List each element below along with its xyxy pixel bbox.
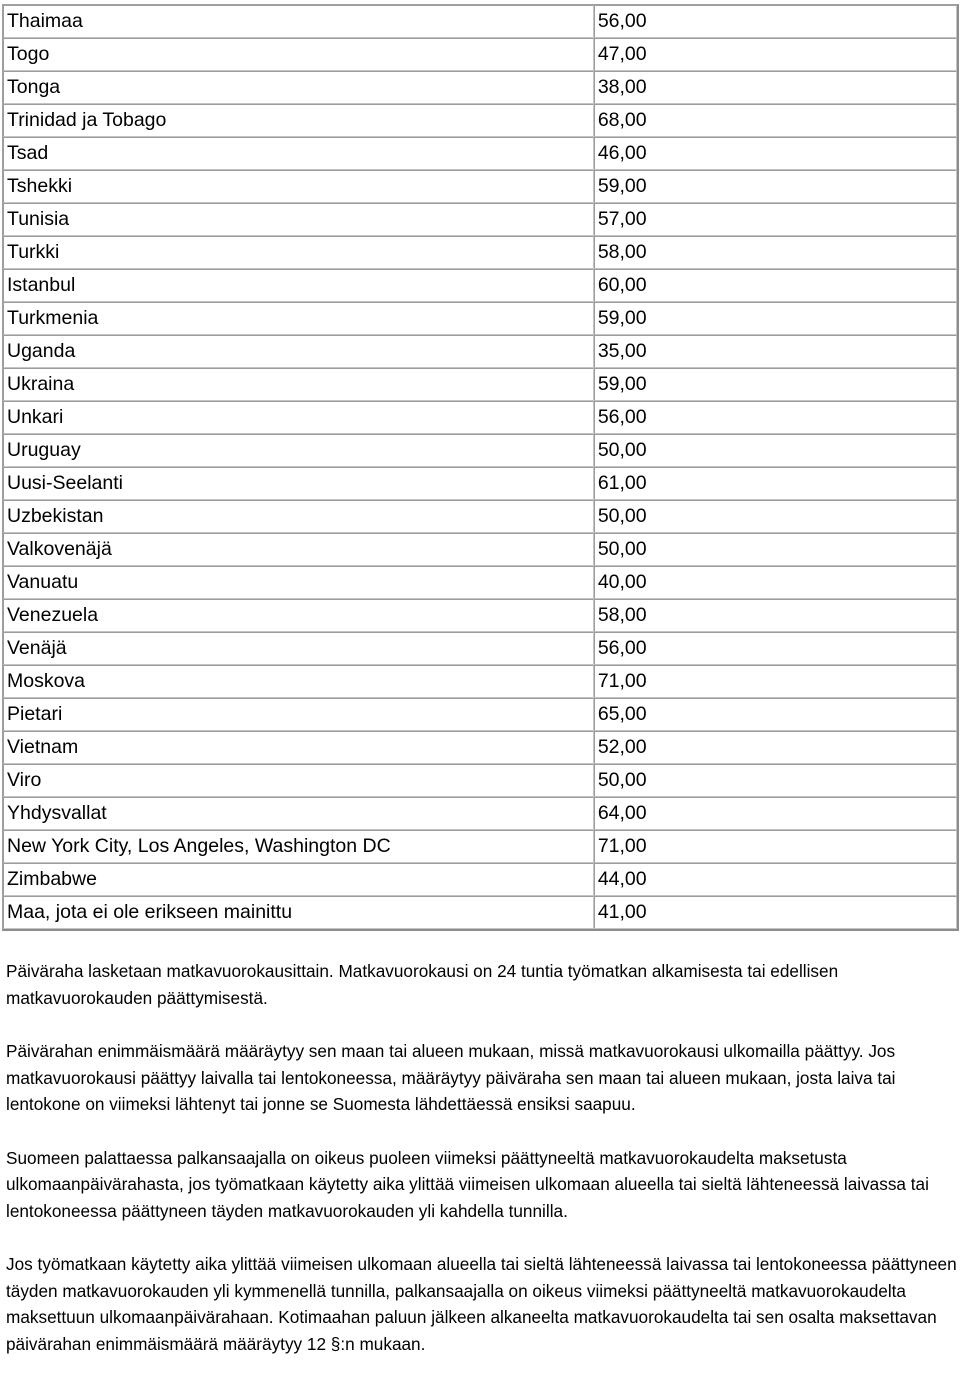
table-row xyxy=(3,335,957,368)
country-cell: Venezuela xyxy=(3,599,594,632)
rate-cell: 56,00 xyxy=(594,401,957,434)
note-paragraph: Päiväraha lasketaan matkavuorokausittain. Matkavuorokausi on 24 tuntia työmatkan alkamisesta tai edellisen matkavuorokauden päättymisestä. xyxy=(6,961,839,1008)
rate-cell: 38,00 xyxy=(594,71,957,104)
table-row xyxy=(3,38,957,71)
table-row xyxy=(3,170,957,203)
rate-cell: 41,00 xyxy=(594,896,957,929)
country-cell: Tshekki xyxy=(3,170,594,203)
rate-cell: 58,00 xyxy=(594,236,957,269)
table-row xyxy=(3,434,957,467)
rate-cell: 71,00 xyxy=(594,665,957,698)
table-row xyxy=(3,368,957,401)
table-row xyxy=(3,236,957,269)
rate-cell: 64,00 xyxy=(594,797,957,830)
note-paragraph: Päivärahan enimmäismäärä määräytyy sen maan tai alueen mukaan, missä matkavuorokausi ulkomailla päättyy. Jos matkavuorokausi päättyy laivalla tai lentokoneessa, määräytyy päiväraha sen maan tai alueen mukaan, josta laiva tai lentokone on viimeksi lähtenyt tai jonne se Suomesta lähdettäessä ensiksi saapuu. xyxy=(6,1041,896,1114)
table-row xyxy=(3,533,957,566)
table-row xyxy=(3,500,957,533)
table-row xyxy=(3,137,957,170)
country-cell: Pietari xyxy=(3,698,594,731)
note-paragraph: Suomeen palattaessa palkansaajalla on oikeus puoleen viimeksi päättyneeltä matkavuorokaudelta maksetusta ulkomaanpäivärahasta, jos työmatkaan käytetty aika ylittää viimeisen ulkomaan alueella tai sieltä lähteneessä laivassa tai lentokoneessa päättyneen täyden matkavuorokauden yli kahdella tunnilla. xyxy=(6,1147,929,1221)
rate-cell: 68,00 xyxy=(594,104,957,137)
table-row xyxy=(3,401,957,434)
country-cell: Uusi-Seelanti xyxy=(3,467,594,500)
country-cell: Viro xyxy=(3,764,594,797)
country-cell: Tunisia xyxy=(3,203,594,236)
country-cell: New York City, Los Angeles, Washington DC xyxy=(3,830,594,863)
table-row xyxy=(3,698,957,731)
table-row xyxy=(3,104,957,137)
rate-cell: 35,00 xyxy=(594,335,957,368)
table-row xyxy=(3,863,957,896)
note-paragraph: Jos työmatkaan käytetty aika ylittää viimeisen ulkomaan alueella tai sieltä lähteneessä laivassa tai lentokoneessa päättyneen täyden matkavuorokauden yli kymmenellä tunnilla, palkansaajalla on oikeus viimeksi päättyneeltä matkavuorokaudelta maksettuun ulkomaanpäivärahaan. Kotimaahan paluun jälkeen alkaneelta matkavuorokaudelta tai sen osalta maksettavan päivärahan enimmäismäärä määräytyy 12 §:n mukaan. xyxy=(6,1254,957,1354)
rate-cell: 40,00 xyxy=(594,566,957,599)
country-cell: Unkari xyxy=(3,401,594,434)
rate-cell: 59,00 xyxy=(594,170,957,203)
table-row xyxy=(3,632,957,665)
country-cell: Tsad xyxy=(3,137,594,170)
rate-cell: 44,00 xyxy=(594,863,957,896)
rate-cell: 47,00 xyxy=(594,38,957,71)
rate-cell: 50,00 xyxy=(594,533,957,566)
country-cell: Uganda xyxy=(3,335,594,368)
table-row xyxy=(3,566,957,599)
rate-cell: 58,00 xyxy=(594,599,957,632)
country-cell: Uzbekistan xyxy=(3,500,594,533)
country-cell: Trinidad ja Tobago xyxy=(3,104,594,137)
per-diem-rates-table xyxy=(2,4,959,931)
table-row xyxy=(3,665,957,698)
country-cell: Tonga xyxy=(3,71,594,104)
rate-cell: 46,00 xyxy=(594,137,957,170)
country-cell: Thaimaa xyxy=(3,5,594,38)
table-row xyxy=(3,203,957,236)
rates-table-body xyxy=(3,5,957,929)
rate-cell: 59,00 xyxy=(594,368,957,401)
table-row xyxy=(3,269,957,302)
table-row xyxy=(3,797,957,830)
table-row xyxy=(3,764,957,797)
rate-cell: 57,00 xyxy=(594,203,957,236)
rate-cell: 56,00 xyxy=(594,632,957,665)
table-row xyxy=(3,5,957,38)
country-cell: Yhdysvallat xyxy=(3,797,594,830)
table-row xyxy=(3,896,957,929)
rate-cell: 65,00 xyxy=(594,698,957,731)
country-cell: Togo xyxy=(3,38,594,71)
country-cell: Ukraina xyxy=(3,368,594,401)
country-cell: Vietnam xyxy=(3,731,594,764)
country-cell: Zimbabwe xyxy=(3,863,594,896)
country-cell: Turkki xyxy=(3,236,594,269)
country-cell: Maa, jota ei ole erikseen mainittu xyxy=(3,896,594,929)
rate-cell: 71,00 xyxy=(594,830,957,863)
country-cell: Vanuatu xyxy=(3,566,594,599)
rate-cell: 61,00 xyxy=(594,467,957,500)
table-row xyxy=(3,467,957,500)
table-row xyxy=(3,830,957,863)
country-cell: Uruguay xyxy=(3,434,594,467)
country-cell: Valkovenäjä xyxy=(3,533,594,566)
country-cell: Istanbul xyxy=(3,269,594,302)
country-cell: Venäjä xyxy=(3,632,594,665)
rate-cell: 50,00 xyxy=(594,500,957,533)
notes-section xyxy=(6,958,958,1384)
rate-cell: 56,00 xyxy=(594,5,957,38)
table-row xyxy=(3,71,957,104)
table-row xyxy=(3,302,957,335)
rate-cell: 59,00 xyxy=(594,302,957,335)
rate-cell: 52,00 xyxy=(594,731,957,764)
rate-cell: 50,00 xyxy=(594,434,957,467)
country-cell: Moskova xyxy=(3,665,594,698)
table-row xyxy=(3,731,957,764)
rate-cell: 50,00 xyxy=(594,764,957,797)
rate-cell: 60,00 xyxy=(594,269,957,302)
country-cell: Turkmenia xyxy=(3,302,594,335)
table-row xyxy=(3,599,957,632)
